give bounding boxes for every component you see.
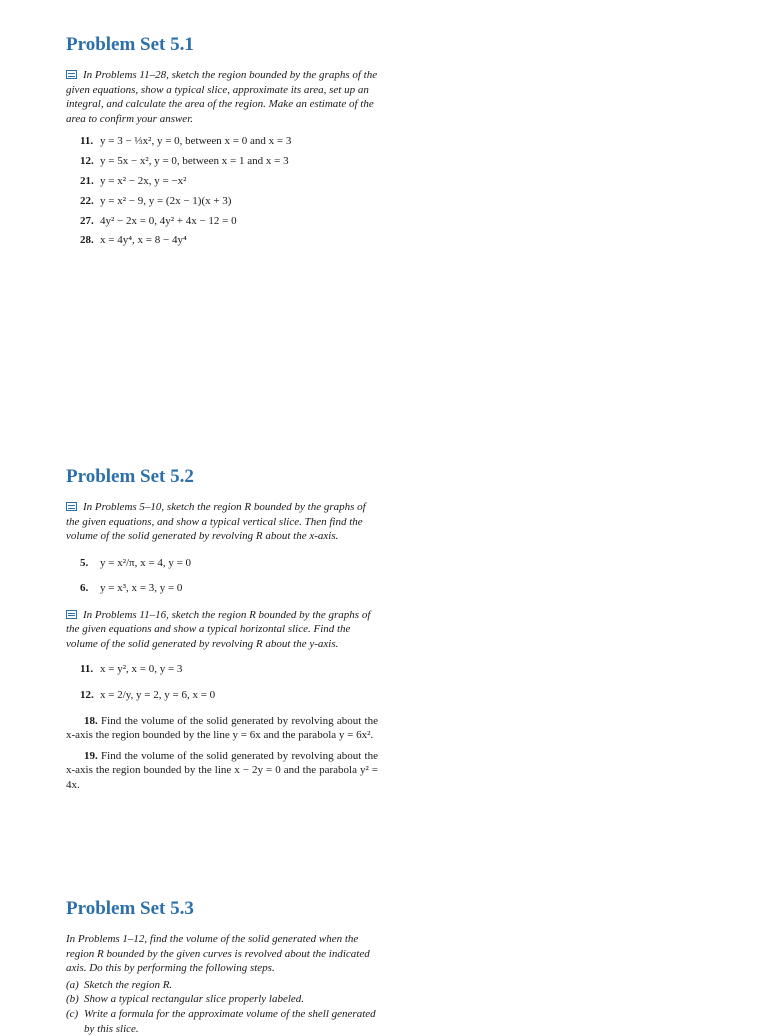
problem-set-5-1 — [66, 34, 378, 251]
problem-item: 6. y = x³, x = 3, y = 0 — [80, 581, 183, 594]
problem-paragraph: 18. Find the volume of the solid generated by revolving about the x-axis the region bounded by the line y = 6x and the parabola y = 6x². — [66, 714, 378, 742]
calculator-icon — [66, 502, 77, 511]
instructions: In Problems 11–28, sketch the region bounded by the graphs of the given equations, show a typical slice, approximate its area, set up an integral, and calculate the area of the region. Make an estimate of the area to confirm your answer. — [66, 69, 378, 125]
instructions: In Problems 11–16, sketch the region R bounded by the graphs of the given equations and show a typical horizontal slice. Find the volume of the solid generated by revolving R about the y-axis. — [66, 608, 371, 650]
problem-item: 5. y = x²/π, x = 4, y = 0 — [80, 556, 192, 569]
problem-list — [80, 550, 378, 600]
problem-item: 12. x = 2/y, y = 2, y = 6, x = 0 — [80, 688, 216, 701]
problem-list — [80, 658, 378, 710]
problem-set-5-2 — [66, 466, 378, 799]
calculator-icon — [66, 610, 77, 619]
problem-set-5-3 — [66, 898, 378, 1036]
step-item: (c) Write a formula for the approximate volume of the shell generated by this slice. — [66, 1007, 376, 1035]
problem-paragraph: 19. Find the volume of the solid generated by revolving about the x-axis the region bounded by the line x − 2y = 0 and the parabola y² = 4x. — [66, 749, 378, 791]
problem-item: 21. y = x² − 2x, y = −x² — [80, 174, 187, 187]
section-title: Problem Set 5.2 — [66, 466, 194, 487]
problem-item: 22. y = x² − 9, y = (2x − 1)(x + 3) — [80, 194, 232, 207]
problem-item: 11. x = y², x = 0, y = 3 — [80, 662, 183, 675]
problem-item: 28. x = 4y⁴, x = 8 − 4y⁴ — [80, 234, 187, 247]
section-title: Problem Set 5.1 — [66, 34, 194, 55]
problem-list — [80, 132, 378, 251]
instructions: In Problems 5–10, sketch the region R bounded by the graphs of the given equations, and show a typical vertical slice. Then find the volume of the solid generated by revolving R about the x-axis. — [66, 501, 366, 543]
step-item: (a) Sketch the region R. — [66, 978, 173, 991]
problem-item: 27. 4y² − 2x = 0, 4y² + 4x − 12 = 0 — [80, 214, 237, 227]
step-list — [66, 978, 378, 1036]
section-title: Problem Set 5.3 — [66, 898, 194, 919]
instructions: In Problems 1–12, find the volume of the solid generated when the region R bounded by the given curves is revolved about the indicated axis. Do this by performing the following steps. — [66, 933, 370, 975]
calculator-icon — [66, 70, 77, 79]
problem-item: 12. y = 5x − x², y = 0, between x = 1 and x = 3 — [80, 155, 289, 168]
problem-item: 11. y = 3 − ⅓x², y = 0, between x = 0 and x = 3 — [80, 135, 292, 148]
step-item: (b) Show a typical rectangular slice properly labeled. — [66, 993, 305, 1006]
